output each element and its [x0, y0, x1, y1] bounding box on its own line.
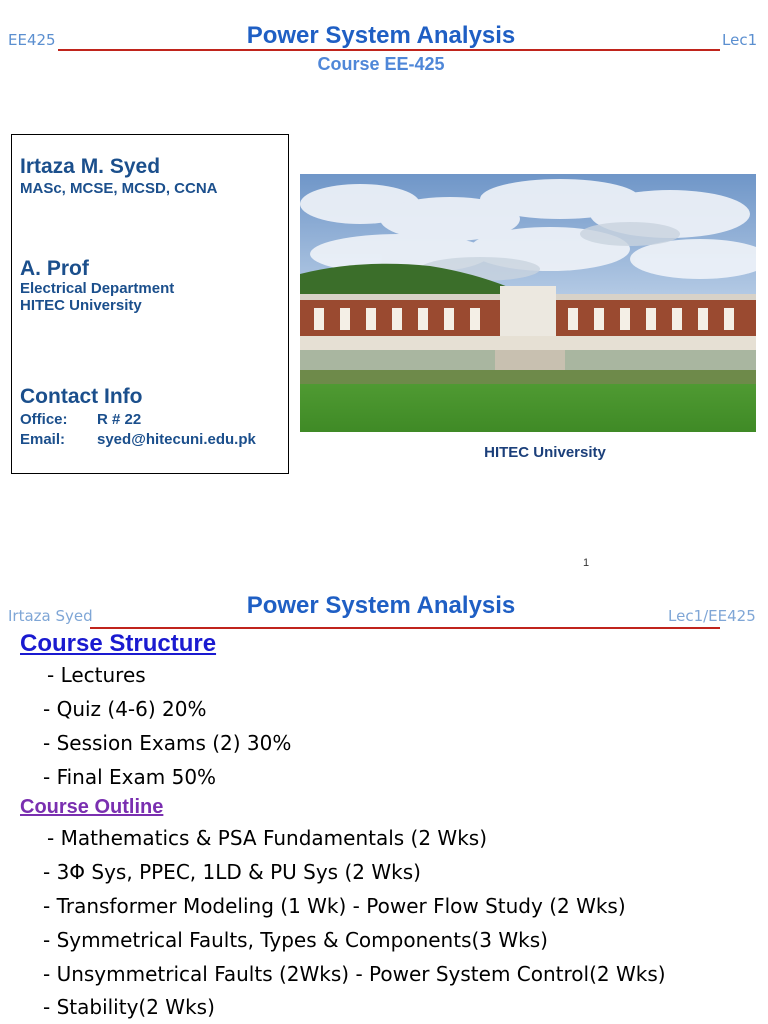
structure-item: - Lectures [47, 663, 146, 687]
office-label: Office: [20, 411, 68, 428]
instructor-card [11, 134, 289, 474]
campus-photo-art [300, 174, 756, 432]
structure-item: - Session Exams (2) 30% [43, 731, 292, 755]
page-number: 1 [583, 557, 590, 569]
contact-heading: Contact Info [20, 385, 143, 408]
outline-item: - Mathematics & PSA Fundamentals (2 Wks) [47, 826, 488, 850]
outline-item: - 3Φ Sys, PPEC, 1LD & PU Sys (2 Wks) [43, 860, 421, 884]
header-lecture-course: Lec1/EE425 [668, 607, 756, 625]
slide1-title: Power System Analysis [246, 22, 516, 49]
outline-item: - Stability(2 Wks) [43, 995, 215, 1019]
instructor-department: Electrical Department [20, 280, 175, 297]
slide2-title: Power System Analysis [246, 592, 516, 619]
header-course-code: EE425 [8, 31, 56, 49]
photo-caption: HITEC University [484, 444, 606, 461]
header-lecture: Lec1 [722, 31, 758, 49]
email-label: Email: [20, 431, 66, 448]
email-value: syed@hitecuni.edu.pk [97, 431, 256, 448]
instructor-role: A. Prof [20, 257, 89, 280]
structure-item: - Final Exam 50% [43, 765, 217, 789]
outline-item: - Transformer Modeling (1 Wk) - Power Flow Study (2 Wks) [43, 894, 626, 918]
header-rule-2 [90, 627, 720, 629]
instructor-university: HITEC University [20, 297, 142, 314]
instructor-name: Irtaza M. Syed [20, 155, 161, 178]
structure-item: - Quiz (4-6) 20% [43, 697, 207, 721]
campus-photo [300, 174, 756, 432]
header-author: Irtaza Syed [8, 607, 93, 625]
course-structure-heading: Course Structure [20, 630, 217, 657]
course-outline-heading: Course Outline [20, 796, 164, 818]
outline-item: - Symmetrical Faults, Types & Components(3 Wks) [43, 928, 548, 952]
slide1-subtitle: Course EE-425 [317, 54, 445, 74]
outline-item: - Unsymmetrical Faults (2Wks) - Power System Control(2 Wks) [43, 962, 666, 986]
office-value: R # 22 [97, 411, 142, 428]
instructor-degrees: MASc, MCSE, MCSD, CCNA [20, 180, 218, 197]
